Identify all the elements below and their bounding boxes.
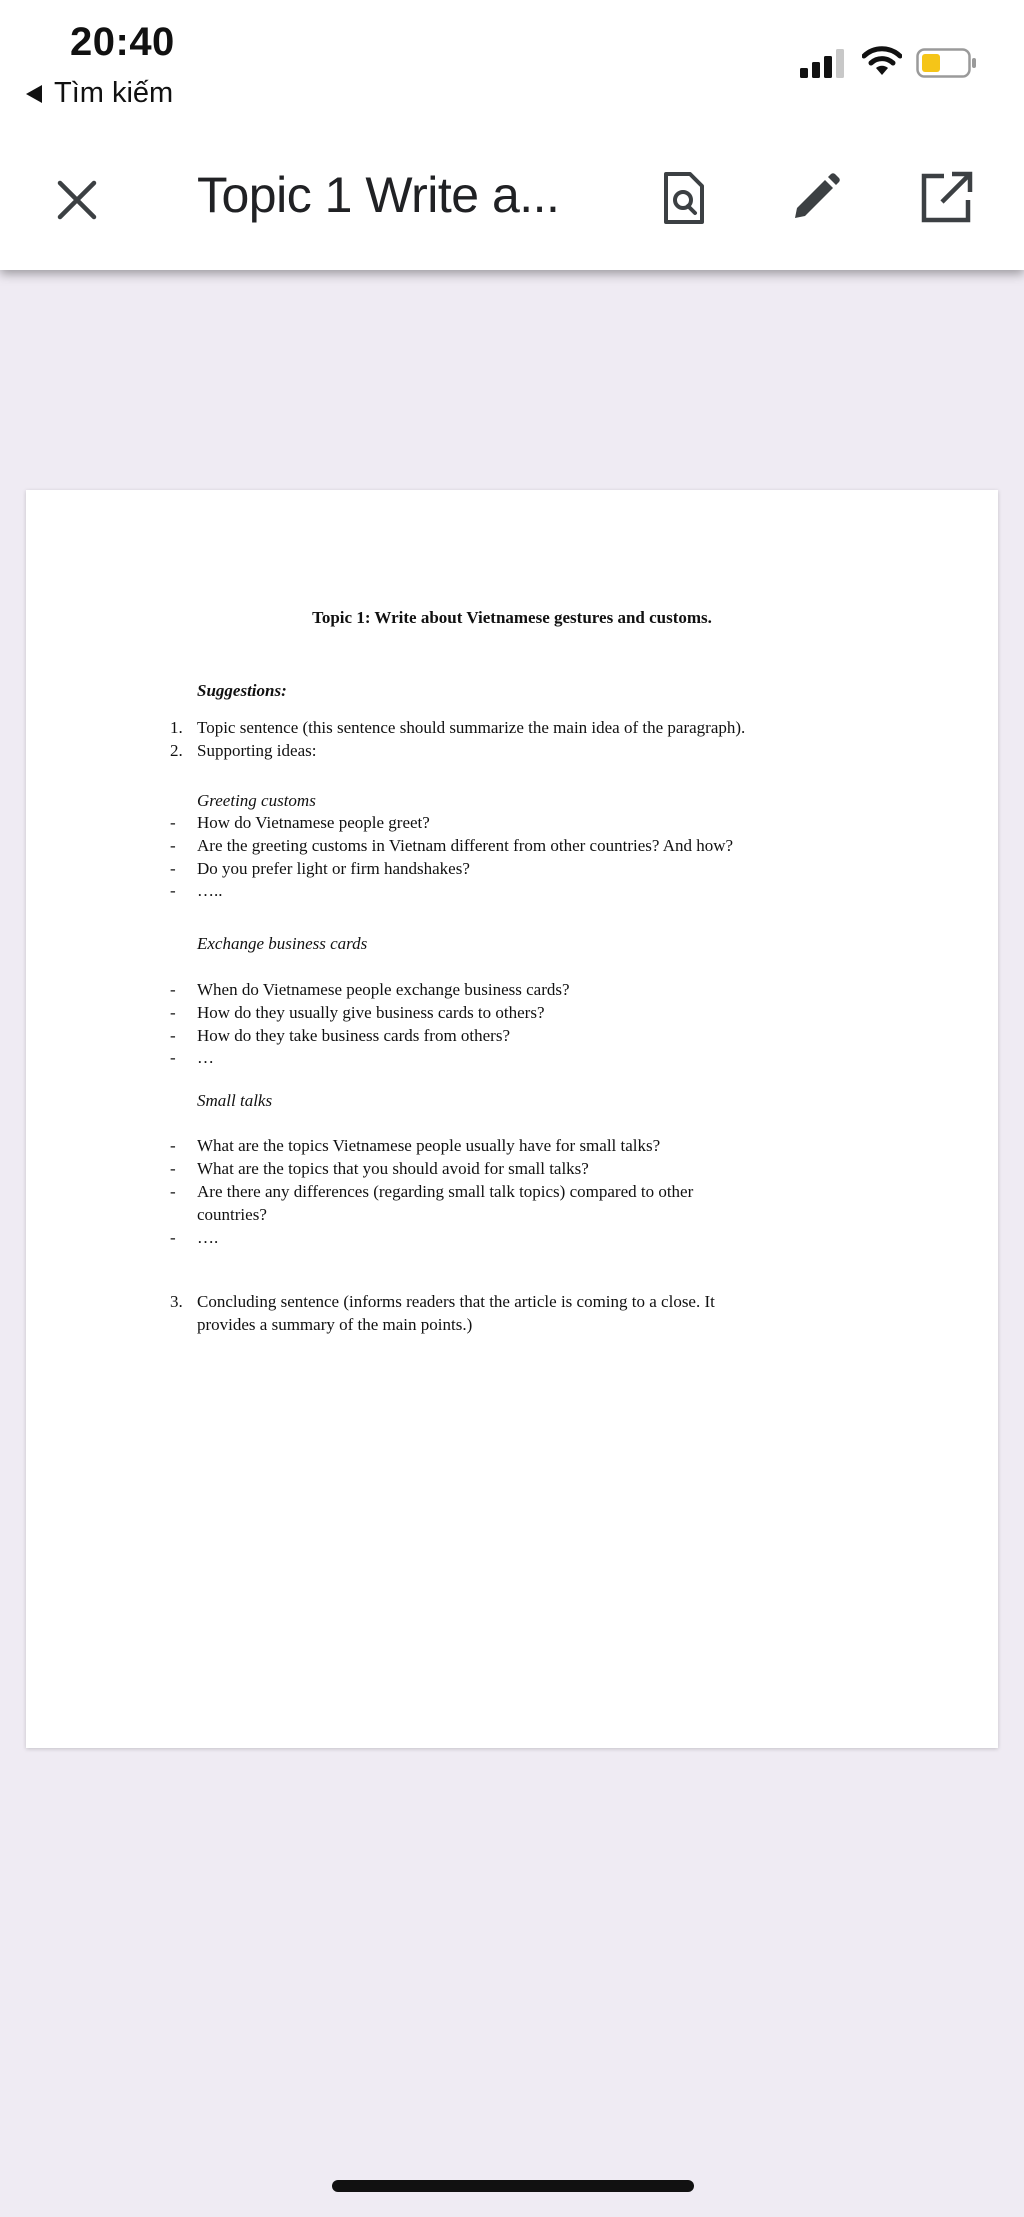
bullet-dash: - (170, 1026, 176, 1045)
list-item: …. (197, 1228, 219, 1247)
close-icon[interactable] (52, 175, 102, 225)
bullet-dash: - (170, 881, 176, 900)
list-item-topic-sentence: Topic sentence (this sentence should summarize the main idea of the paragraph). (197, 718, 746, 737)
list-number: 1. (170, 718, 183, 737)
document-title: Topic 1 Write a... (197, 167, 560, 223)
back-to-search-link[interactable] (26, 77, 173, 110)
bullet-dash: - (170, 1159, 176, 1178)
document-page (26, 490, 998, 1748)
home-indicator[interactable] (332, 2180, 694, 2192)
section-heading-small-talks: Small talks (197, 1091, 273, 1110)
list-item: Are the greeting customs in Vietnam different from other countries? And how? (197, 836, 734, 855)
list-item-continuation: provides a summary of the main points.) (197, 1315, 473, 1334)
list-item-continuation: countries? (197, 1205, 267, 1224)
status-time: 20:40 (70, 20, 175, 64)
find-in-document-icon[interactable] (656, 170, 712, 226)
bullet-dash: - (170, 1182, 176, 1201)
list-item: Are there any differences (regarding small talk topics) compared to other (197, 1182, 694, 1201)
bullet-dash: - (170, 1003, 176, 1022)
bullet-dash: - (170, 859, 176, 878)
cellular-signal-icon (800, 48, 852, 78)
list-number: 2. (170, 741, 183, 760)
list-item-supporting-ideas: Supporting ideas: (197, 741, 317, 760)
back-label: Tìm kiếm (54, 77, 174, 109)
bullet-dash: - (170, 1048, 176, 1067)
bullet-dash: - (170, 1228, 176, 1247)
wifi-icon (862, 44, 902, 78)
list-item: How do they usually give business cards to others? (197, 1003, 545, 1022)
list-number: 3. (170, 1292, 183, 1311)
list-item: How do Vietnamese people greet? (197, 813, 430, 832)
bullet-dash: - (170, 813, 176, 832)
list-item: ….. (197, 881, 223, 900)
list-item: What are the topics Vietnamese people usually have for small talks? (197, 1136, 661, 1155)
list-item: How do they take business cards from others? (197, 1026, 511, 1045)
open-external-icon[interactable] (918, 170, 974, 226)
list-item-concluding-sentence: Concluding sentence (informs readers that the article is coming to a close. It (197, 1292, 715, 1311)
app-header (0, 0, 1024, 270)
bullet-dash: - (170, 980, 176, 999)
list-item: When do Vietnamese people exchange business cards? (197, 980, 570, 999)
list-item: … (197, 1048, 214, 1067)
list-item: What are the topics that you should avoid for small talks? (197, 1159, 589, 1178)
battery-level (922, 54, 940, 72)
list-item: Do you prefer light or firm handshakes? (197, 859, 470, 878)
back-arrow-icon (26, 85, 42, 103)
edit-pencil-icon[interactable] (787, 170, 843, 226)
doc-heading: Topic 1: Write about Vietnamese gestures and customs. (312, 608, 712, 627)
battery-icon (916, 48, 978, 78)
bullet-dash: - (170, 836, 176, 855)
section-heading-greeting: Greeting customs (197, 791, 316, 810)
bullet-dash: - (170, 1136, 176, 1155)
suggestions-label: Suggestions: (197, 681, 287, 700)
section-heading-business-cards: Exchange business cards (197, 934, 368, 953)
